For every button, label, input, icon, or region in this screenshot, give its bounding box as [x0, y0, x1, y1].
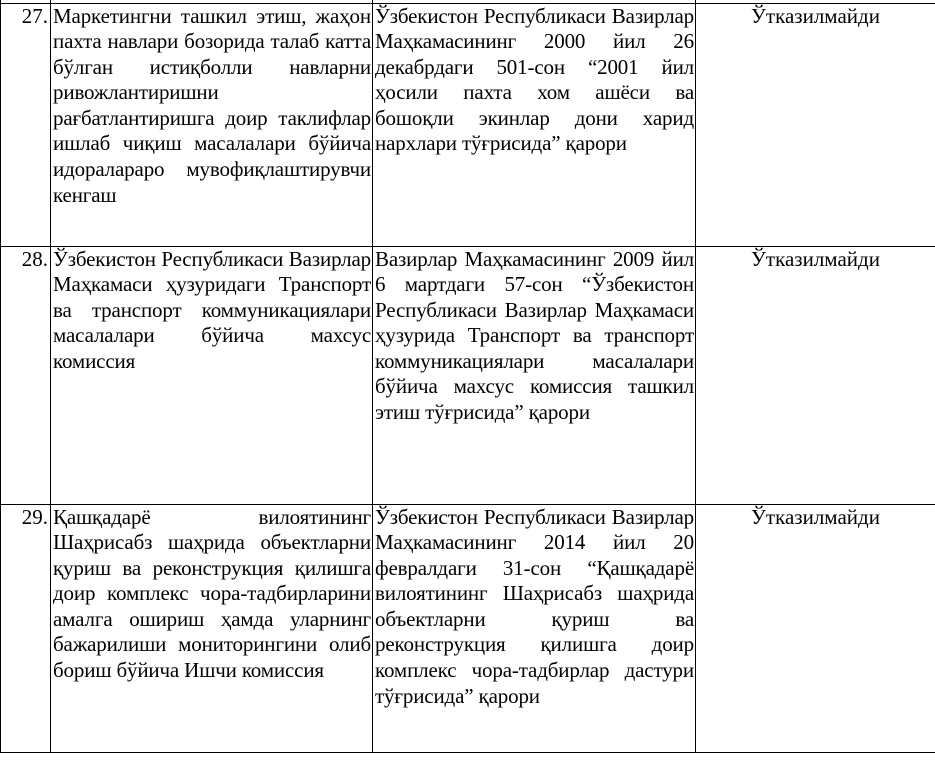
table-row — [1, 3, 935, 246]
status-value: Ўтказилмайди — [696, 3, 935, 246]
commission-name: Қашқадарё вилоятининг Шаҳрисабз шаҳрида объектларни қуриш ва реконструкция қилишга доир комплекс чора-тадбирларини амалга ошириш ҳамда уларнинг бажарилиши мониторингини олиб бориш бўйича Ишчи комиссия — [51, 504, 373, 752]
commission-name: Ўзбекистон Республикаси Вазирлар Маҳкамаси ҳузуридаги Транспорт ва транспорт коммуникациялари масалалари бўйича махсус комиссия — [51, 246, 373, 504]
table-row — [1, 246, 935, 504]
row-number: 29. — [1, 504, 51, 752]
status-value: Ўтказилмайди — [696, 504, 935, 752]
table-row — [1, 504, 935, 752]
row-number: 28. — [1, 246, 51, 504]
status-value: Ўтказилмайди — [696, 246, 935, 504]
commission-name: Маркетингни ташкил этиш, жаҳон пахта навлари бозорида талаб катта бўлган истиқболли навларни ривожлантиришни рағбатлантиришга доир таклифлар ишлаб чиқиш масалалари бўйича идоралараро мувофиқлаштирувчи кенгаш — [51, 3, 373, 246]
legal-document: Ўзбекистон Республикаси Вазирлар Маҳкамасининг 2000 йил 26 декабрдаги 501-сон “2001 йил ҳосили пахта хом ашёси ва бошоқли экинлар дони харид нархлари тўғрисида” қарори — [373, 3, 696, 246]
legal-document: Вазирлар Маҳкамасининг 2009 йил 6 мартдаги 57-сон “Ўзбекистон Республикаси Вазирлар Маҳкамаси ҳузурида Транспорт ва транспорт коммуникациялари масалалари бўйича махсус комиссия ташкил этиш тўғрисида” қарори — [373, 246, 696, 504]
legal-document: Ўзбекистон Республикаси Вазирлар Маҳкамасининг 2014 йил 20 февралдаги 31-сон “Қашқадарё вилоятининг Шаҳрисабз шаҳрида объектларни қуриш ва реконструкция қилишга доир комплекс чора-тадбирлар дастури тўғрисида” қарори — [373, 504, 696, 752]
row-number: 27. — [1, 3, 51, 246]
